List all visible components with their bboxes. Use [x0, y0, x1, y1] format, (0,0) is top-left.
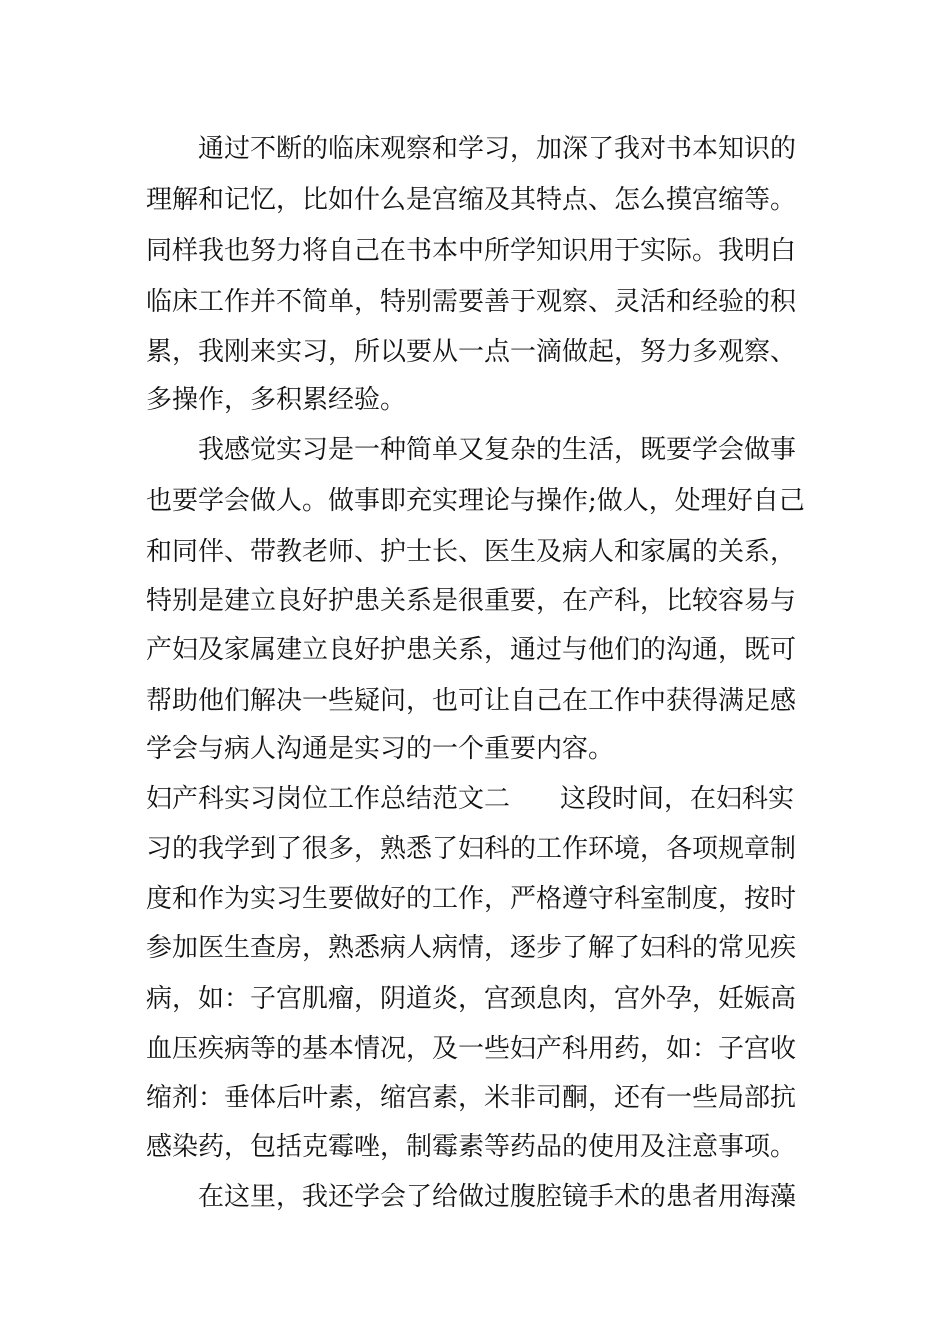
section-title: 妇产科实习岗位工作总结范文二: [146, 784, 511, 814]
text-line: 习的我学到了很多，熟悉了妇科的工作环境，各项规章制: [146, 834, 797, 864]
text-line: 感染药，包括克霉唑，制霉素等药品的使用及注意事项。: [146, 1132, 797, 1162]
text-line: 特别是建立良好护患关系是很重要，在产科，比较容易与: [146, 586, 797, 616]
text-line: 累，我刚来实习，所以要从一点一滴做起，努力多观察、: [146, 337, 797, 367]
section-lead-text: 这段时间，在妇科实: [560, 784, 795, 814]
text-line: 理解和记忆，比如什么是宫缩及其特点、怎么摸宫缩等。: [146, 185, 797, 215]
section-title-line: [146, 782, 816, 816]
text-line: 产妇及家属建立良好护患关系，通过与他们的沟通，既可: [146, 635, 797, 665]
text-line: 缩剂：垂体后叶素，缩宫素，米非司酮，还有一些局部抗: [146, 1083, 797, 1113]
text-line: 临床工作并不简单，特别需要善于观察、灵活和经验的积: [146, 287, 797, 317]
text-line: 血压疾病等的基本情况，及一些妇产科用药，如：子宫收: [146, 1034, 797, 1064]
text-line: 和同伴、带教老师、护士长、医生及病人和家属的关系，: [146, 537, 797, 567]
text-line: 病，如：子宫肌瘤，阴道炎，宫颈息肉，宫外孕，妊娠高: [146, 984, 797, 1014]
text-line: 通过不断的临床观察和学习，加深了我对书本知识的: [198, 134, 797, 164]
text-line: 也要学会做人。做事即充实理论与操作;做人，处理好自己: [146, 486, 805, 516]
text-line: 帮助他们解决一些疑问，也可让自己在工作中获得满足感: [146, 686, 797, 716]
text-line: 在这里，我还学会了给做过腹腔镜手术的患者用海藻: [198, 1182, 797, 1212]
text-line: 多操作，多积累经验。: [146, 385, 407, 415]
text-line: 度和作为实习生要做好的工作，严格遵守科室制度，按时: [146, 884, 797, 914]
text-line: 参加医生查房，熟悉病人病情，逐步了解了妇科的常见疾: [146, 933, 797, 963]
text-line: 学会与病人沟通是实习的一个重要内容。: [146, 734, 615, 764]
text-line: 我感觉实习是一种简单又复杂的生活，既要学会做事: [198, 435, 797, 465]
text-line: 同样我也努力将自己在书本中所学知识用于实际。我明白: [146, 236, 797, 266]
